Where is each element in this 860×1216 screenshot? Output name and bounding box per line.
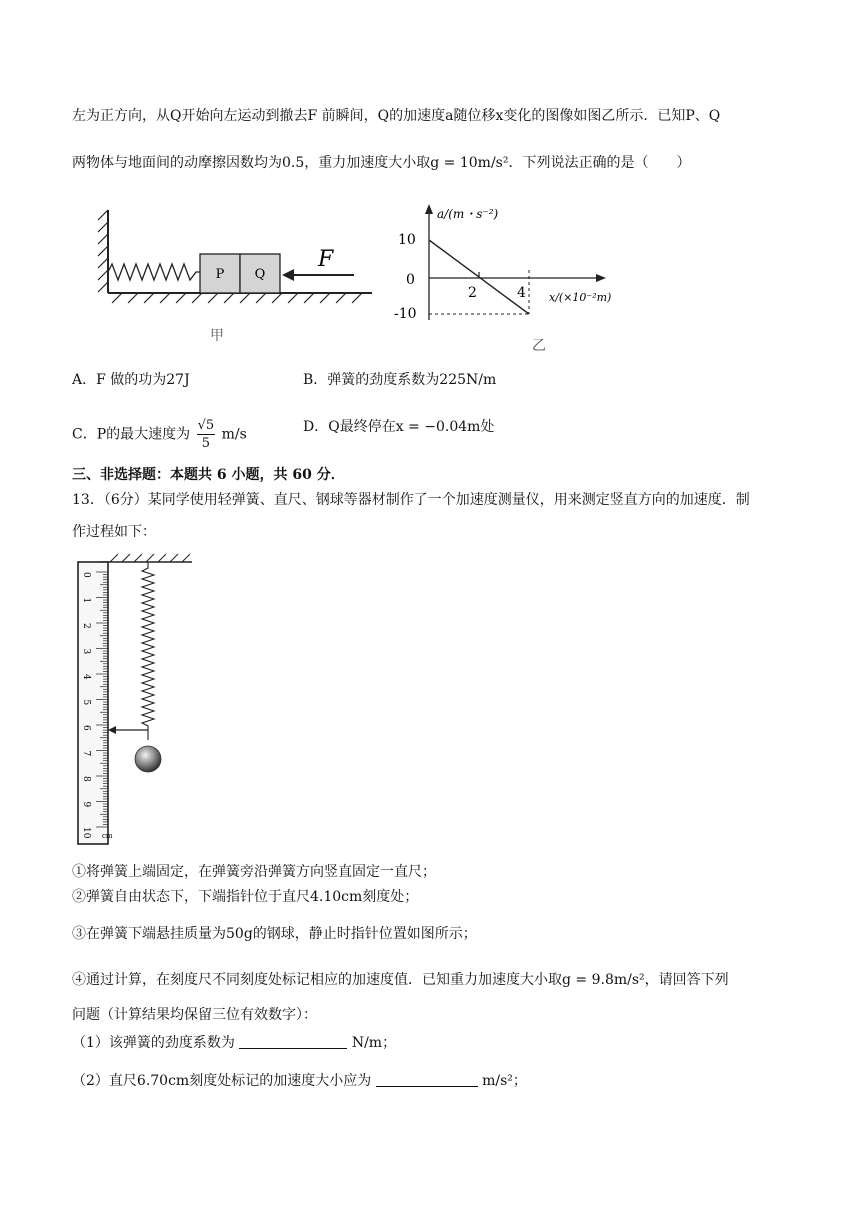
ruler-label: 8 [81, 776, 91, 782]
ruler-label: 0 [81, 572, 91, 578]
block-q-label: Q [254, 267, 266, 282]
step-3: ③在弹簧下端悬挂质量为50g的钢球，静止时指针位置如图所示； [72, 926, 477, 942]
caption-jia: 甲 [210, 328, 224, 344]
question-2-unit: m/s²； [482, 1073, 527, 1089]
answer-blank-2[interactable] [376, 1072, 478, 1087]
tick-y-10: 10 [398, 232, 416, 248]
option-c-unit: m/s [221, 426, 247, 443]
problem13-intro-line2: 作过程如下： [72, 524, 156, 540]
question-2 [72, 1071, 527, 1091]
option-c-fraction [197, 417, 216, 452]
section-heading: 三、非选择题：本题共 6 小题，共 60 分． [72, 467, 345, 483]
step-4-line1: ④通过计算，在刻度尺不同刻度处标记相应的加速度值．已知重力加速度大小取g = 9.8m/s²，请回答下列 [72, 972, 729, 988]
ruler-label: 10 [81, 827, 91, 839]
answer-blank-1[interactable] [239, 1034, 347, 1049]
question-1 [72, 1033, 396, 1053]
pointer-arrowhead [108, 726, 116, 734]
force-arrow-head [282, 269, 294, 281]
figure-ruler-spring [70, 550, 205, 850]
ground-hatching [112, 293, 362, 303]
figure-jia [92, 200, 382, 350]
hanging-spring [142, 562, 154, 740]
question-1-text: （1）该弹簧的劲度系数为 [72, 1035, 235, 1051]
option-c [72, 417, 247, 452]
wall-hatching [98, 210, 108, 292]
y-axis-label: a/(m・s⁻²) [437, 207, 499, 221]
option-c-denominator: 5 [201, 436, 211, 451]
x-axis-label: x/(×10⁻²m) [549, 291, 612, 304]
ruler-label: 3 [81, 648, 91, 655]
option-b: B．弹簧的劲度系数为225N/m [303, 372, 497, 388]
caption-yi: 乙 [532, 338, 546, 354]
tick-x-2-label: 2 [468, 285, 477, 301]
ceiling-hatching [110, 554, 190, 562]
question-1-unit: N/m； [351, 1035, 397, 1051]
ruler-label: 2 [81, 623, 91, 629]
tick-y-0: 0 [406, 272, 415, 288]
spring [108, 264, 200, 280]
tick-y-minus10: -10 [394, 306, 417, 322]
ruler-label: 7 [81, 750, 91, 757]
step-4-line2: 问题（计算结果均保留三位有效数字）： [72, 1007, 317, 1023]
option-c-prefix: C．P的最大速度为 [72, 426, 191, 443]
ruler-label: 1 [81, 597, 91, 604]
figure-yi-graph [392, 198, 662, 358]
ruler-label: 4 [81, 674, 91, 680]
problem12-line2: 两物体与地面间的动摩擦因数均为0.5，重力加速度大小取g = 10m/s²．下列说法正确的是（ ） [72, 155, 691, 171]
block-p-label: P [215, 267, 225, 282]
step-2: ②弹簧自由状态下，下端指针位于直尺4.10cm刻度处； [72, 889, 419, 905]
ruler-label: 5 [81, 699, 91, 706]
ruler-label: 6 [81, 725, 91, 731]
x-axis-arrow [596, 274, 606, 282]
y-axis-arrow [425, 204, 433, 214]
ruler-unit: cm [102, 832, 113, 840]
option-d: D．Q最终停在x = −0.04m处 [303, 419, 495, 435]
option-c-numerator: √5 [197, 418, 215, 433]
option-a: A．F 做的功为27J [72, 372, 190, 388]
force-label: F [318, 247, 334, 272]
step-1: ①将弹簧上端固定，在弹簧旁沿弹簧方向竖直固定一直尺； [72, 864, 436, 880]
steel-ball [135, 746, 161, 772]
problem12-line1: 左为正方向，从Q开始向左运动到撤去F 前瞬间，Q的加速度a随位移x变化的图像如图乙所示．已知P、Q [72, 108, 721, 124]
tick-x-4-label: 4 [517, 285, 526, 301]
question-2-text: （2）直尺6.70cm刻度处标记的加速度大小应为 [72, 1073, 372, 1089]
ruler-label: 9 [81, 801, 91, 808]
problem13-intro-line1: 13．（6分）某同学使用轻弹簧、直尺、钢球等器材制作了一个加速度测量仪，用来测定竖直方向的加速度．制 [72, 492, 750, 508]
